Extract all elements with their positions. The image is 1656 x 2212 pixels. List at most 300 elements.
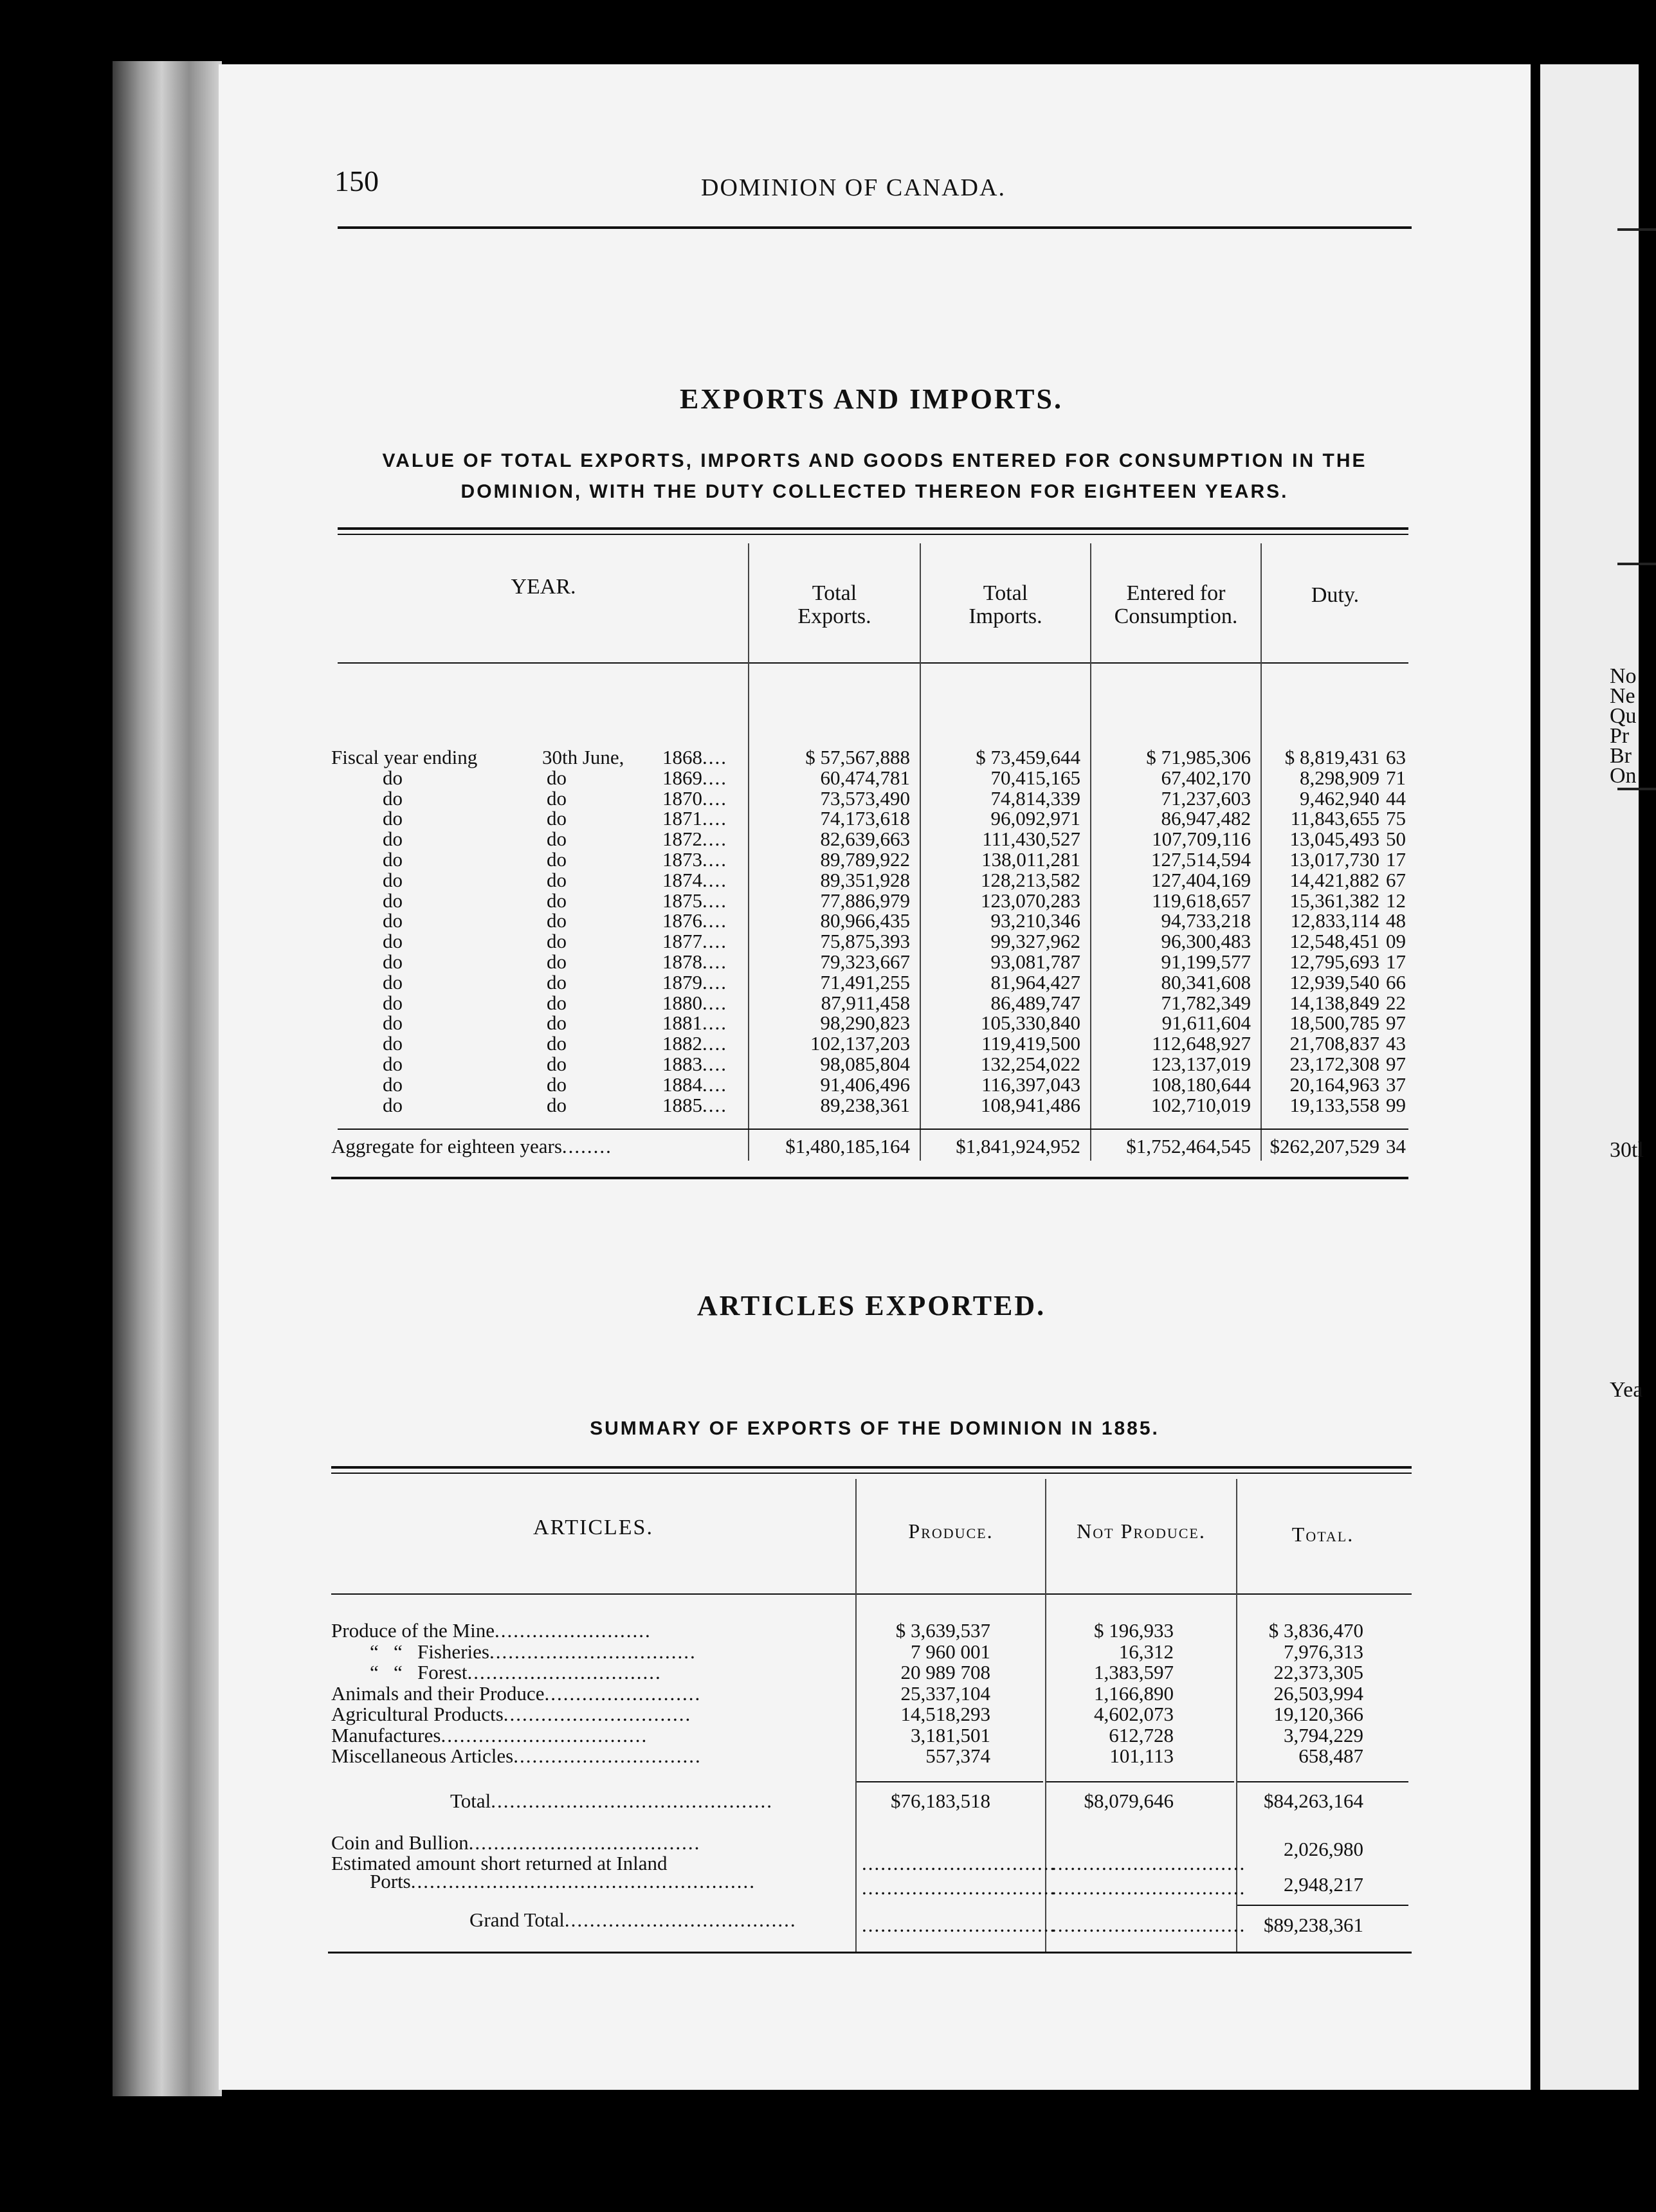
articles-total-not-produce: $8,079,646 <box>1084 1790 1174 1812</box>
column-header-articles: ARTICLES. <box>533 1516 653 1539</box>
row-consumption: 108,180,644 <box>1151 1073 1251 1096</box>
row-date: do <box>547 1093 567 1116</box>
column-header-consumption-line: Consumption. <box>1114 604 1238 628</box>
article-produce: 7 960 001 <box>911 1640 990 1663</box>
row-imports: 96,092,971 <box>990 807 1080 830</box>
row-duty-cents: 43 <box>1386 1032 1406 1055</box>
row-duty-cents: 97 <box>1386 1011 1406 1035</box>
row-duty: 21,708,837 <box>1289 1032 1379 1055</box>
column-header-produce: Produce. <box>908 1519 994 1543</box>
table-top-rule <box>338 534 1408 535</box>
exports-imports-row <box>219 972 1531 993</box>
aggregate-imports: $1,841,924,952 <box>956 1135 1080 1157</box>
row-date: do <box>547 930 567 953</box>
article-label-text: “ “ Forest <box>370 1661 468 1683</box>
row-imports: 74,814,339 <box>990 786 1080 810</box>
row-duty: 13,017,730 <box>1289 848 1379 871</box>
article-produce: 557,374 <box>925 1745 990 1767</box>
row-date: do <box>547 807 567 830</box>
row-date: do <box>547 828 567 851</box>
leader-dots: ............................... <box>862 1852 1057 1874</box>
row-year-text: 1878 <box>662 950 702 973</box>
row-year: 1870.... <box>662 786 727 810</box>
row-duty: 20,164,963 <box>1289 1073 1379 1096</box>
article-total: 7,976,313 <box>1284 1640 1363 1663</box>
exports-imports-row <box>219 1033 1531 1054</box>
row-year-text: 1873 <box>662 848 702 871</box>
aggregate-duty: $262,207,529 <box>1269 1135 1379 1157</box>
article-not-produce: 4,602,073 <box>1094 1703 1174 1725</box>
row-year: 1883.... <box>662 1053 727 1075</box>
article-row <box>219 1725 1531 1746</box>
subtotal-rule <box>1046 1781 1234 1782</box>
book-page-edges <box>113 61 222 2096</box>
article-total: 3,794,229 <box>1284 1723 1363 1746</box>
row-imports: 132,254,022 <box>981 1053 1080 1075</box>
row-date: do <box>547 991 567 1014</box>
column-header-imports-line: Total <box>983 581 1028 605</box>
row-label: do <box>383 970 403 993</box>
row-consumption: 71,237,603 <box>1161 786 1251 810</box>
row-consumption: 119,618,657 <box>1152 889 1251 912</box>
row-year-text: 1876 <box>662 909 702 932</box>
exports-imports-row <box>219 911 1531 931</box>
section-title-articles-exported: ARTICLES EXPORTED. <box>696 1290 1046 1321</box>
book-page <box>219 64 1531 2090</box>
exports-imports-row <box>219 1074 1531 1095</box>
article-label-text: Miscellaneous Articles <box>331 1745 514 1767</box>
row-exports: 80,966,435 <box>820 909 910 932</box>
table-bottom-rule <box>331 1177 1408 1179</box>
row-duty-cents: 37 <box>1386 1073 1406 1096</box>
row-duty: 12,939,540 <box>1289 970 1379 993</box>
row-exports: 102,137,203 <box>810 1032 910 1055</box>
grand-total-value: $89,238,361 <box>1264 1914 1363 1936</box>
row-consumption: 107,709,116 <box>1152 828 1251 851</box>
row-duty: 9,462,940 <box>1300 786 1379 810</box>
row-label: do <box>383 868 403 891</box>
row-label: do <box>383 909 403 932</box>
row-exports: 73,573,490 <box>820 786 910 810</box>
row-duty-cents: 17 <box>1386 950 1406 973</box>
table2-top-rule <box>331 1466 1412 1469</box>
article-label-text: Agricultural Products <box>331 1703 504 1725</box>
row-year: 1874.... <box>662 868 727 891</box>
adjacent-page-text: On <box>1610 764 1637 788</box>
adjacent-page-text: Pr <box>1610 724 1630 748</box>
table2-bottom-rule <box>328 1952 1412 1954</box>
leader-dots: ............................... <box>1051 1852 1246 1874</box>
exports-imports-row <box>219 1095 1531 1116</box>
article-not-produce: 101,113 <box>1109 1745 1174 1767</box>
row-year: 1875.... <box>662 889 727 912</box>
row-year: 1878.... <box>662 950 727 973</box>
row-year: 1885.... <box>662 1093 727 1116</box>
row-exports: 82,639,663 <box>820 828 910 851</box>
row-duty: 14,421,882 <box>1289 868 1379 891</box>
column-header-imports-line: Imports. <box>969 604 1042 628</box>
row-consumption: 127,404,169 <box>1151 868 1251 891</box>
row-duty: 23,172,308 <box>1289 1053 1379 1075</box>
row-duty: 11,843,655 <box>1290 807 1379 830</box>
page-number: 150 <box>334 165 379 197</box>
coin-bullion-total: 2,026,980 <box>1284 1838 1363 1860</box>
row-label: do <box>383 1053 403 1075</box>
row-date: do <box>547 868 567 891</box>
article-row <box>219 1642 1531 1662</box>
row-date: do <box>547 1011 567 1035</box>
row-year: 1876.... <box>662 909 727 932</box>
adjacent-page-text: Ne <box>1610 684 1635 708</box>
row-label: do <box>383 1032 403 1055</box>
column-header-year: YEAR. <box>511 575 576 599</box>
row-exports: 79,323,667 <box>820 950 910 973</box>
coin-bullion-row <box>219 1831 1531 1860</box>
row-imports: 93,210,346 <box>990 909 1080 932</box>
section-title-exports-imports: EXPORTS AND IMPORTS. <box>680 383 1063 415</box>
row-consumption: 127,514,594 <box>1151 848 1251 871</box>
row-duty: 12,833,114 <box>1290 909 1379 932</box>
exports-imports-row <box>219 993 1531 1013</box>
row-date: do <box>547 848 567 871</box>
row-year: 1872.... <box>662 828 727 851</box>
aggregate-consumption: $1,752,464,545 <box>1126 1135 1251 1157</box>
row-duty: 14,138,849 <box>1289 991 1379 1014</box>
row-year: 1879.... <box>662 970 727 993</box>
row-year: 1881.... <box>662 1011 727 1035</box>
row-duty: 15,361,382 <box>1289 889 1379 912</box>
article-not-produce: $ 196,933 <box>1094 1619 1174 1642</box>
row-duty: 8,298,909 <box>1300 766 1379 789</box>
row-consumption: 91,199,577 <box>1161 950 1251 973</box>
row-label: do <box>383 950 403 973</box>
row-duty-cents: 50 <box>1386 828 1406 851</box>
row-imports: 70,415,165 <box>990 766 1080 789</box>
row-exports: 89,789,922 <box>820 848 910 871</box>
estimated-total: 2,948,217 <box>1284 1873 1363 1896</box>
row-imports: 99,327,962 <box>990 930 1080 953</box>
article-produce: $ 3,639,537 <box>895 1619 990 1642</box>
exports-imports-subtitle-line2: DOMINION, WITH THE DUTY COLLECTED THEREON FOR EIGHTEEN YEARS. <box>460 481 1289 502</box>
row-duty: 18,500,785 <box>1289 1011 1379 1035</box>
article-row <box>219 1620 1531 1641</box>
row-year: 1877.... <box>662 930 727 953</box>
row-duty-cents: 44 <box>1386 786 1406 810</box>
article-produce: 14,518,293 <box>900 1703 990 1725</box>
grand-total-rule <box>1237 1905 1408 1906</box>
header-rule <box>338 226 1412 229</box>
article-not-produce: 612,728 <box>1109 1723 1174 1746</box>
row-consumption: 71,782,349 <box>1161 991 1251 1014</box>
row-year-text: 1870 <box>662 786 702 810</box>
adjacent-page-rule <box>1617 788 1656 790</box>
exports-imports-row <box>219 747 1531 768</box>
row-consumption: 80,341,608 <box>1161 970 1251 993</box>
row-year-text: 1884 <box>662 1073 702 1096</box>
grand-total-label: Grand Total..................................... <box>469 1908 797 1931</box>
article-not-produce: 1,166,890 <box>1094 1682 1174 1705</box>
article-not-produce: 16,312 <box>1118 1640 1174 1663</box>
articles-total-label-text: Total <box>450 1790 491 1812</box>
row-year-text: 1880 <box>662 991 702 1014</box>
row-label: do <box>383 786 403 810</box>
row-label: do <box>383 1073 403 1096</box>
column-header-exports <box>749 582 920 628</box>
article-label: Agricultural Products.............................. <box>331 1703 692 1725</box>
coin-bullion-label-text: Coin and Bullion <box>331 1831 469 1854</box>
adjacent-page-text: Br <box>1610 744 1632 768</box>
articles-total-label: Total............................................. <box>450 1790 774 1812</box>
row-exports: $ 57,567,888 <box>805 746 910 768</box>
article-not-produce: 1,383,597 <box>1094 1661 1174 1683</box>
row-date: do <box>547 889 567 912</box>
row-exports: 77,886,979 <box>820 889 910 912</box>
row-imports: 93,081,787 <box>990 950 1080 973</box>
row-consumption: 91,611,604 <box>1161 1011 1251 1035</box>
row-imports: 108,941,486 <box>981 1093 1080 1116</box>
row-exports: 89,238,361 <box>820 1093 910 1116</box>
row-duty-cents: 22 <box>1386 991 1406 1014</box>
article-row <box>219 1683 1531 1704</box>
row-imports: 119,419,500 <box>981 1032 1080 1055</box>
subtotal-rule <box>857 1781 1043 1782</box>
row-exports: 74,173,618 <box>820 807 910 830</box>
row-exports: 71,491,255 <box>820 970 910 993</box>
column-header-exports-line: Exports. <box>797 604 871 628</box>
aggregate-exports: $1,480,185,164 <box>785 1135 910 1157</box>
row-year-text: 1877 <box>662 930 702 953</box>
aggregate-rule <box>338 1129 1408 1130</box>
article-label: “ “ Forest............................... <box>370 1661 662 1683</box>
row-label: do <box>383 828 403 851</box>
row-year: 1869.... <box>662 766 727 789</box>
row-duty-cents: 63 <box>1386 746 1406 768</box>
exports-imports-row <box>219 788 1531 809</box>
row-exports: 98,085,804 <box>820 1053 910 1075</box>
estimated-label-line2: Ports....................................................... <box>370 1870 756 1892</box>
adjacent-page-text: Yea <box>1610 1378 1643 1402</box>
estimated-label-line1: Estimated amount short returned at Inland <box>331 1852 668 1874</box>
aggregate-row <box>219 1136 1531 1157</box>
row-date: do <box>547 1073 567 1096</box>
row-imports: 123,070,283 <box>981 889 1080 912</box>
row-imports: 86,489,747 <box>990 991 1080 1014</box>
row-duty-cents: 12 <box>1386 889 1406 912</box>
row-exports: 60,474,781 <box>820 766 910 789</box>
articles-exported-subtitle: SUMMARY OF EXPORTS OF THE DOMINION IN 1885. <box>590 1418 1160 1439</box>
article-row <box>219 1746 1531 1766</box>
adjacent-page-rule <box>1617 228 1656 231</box>
row-label: do <box>383 1093 403 1116</box>
article-total: 26,503,994 <box>1273 1682 1363 1705</box>
row-year-text: 1885 <box>662 1093 702 1116</box>
row-year: 1868.... <box>662 746 727 768</box>
row-year-text: 1875 <box>662 889 702 912</box>
row-year: 1873.... <box>662 848 727 871</box>
grand-total-label-text: Grand Total <box>469 1908 565 1931</box>
article-total: $ 3,836,470 <box>1268 1619 1363 1642</box>
article-label: Manufactures................................. <box>331 1723 648 1746</box>
exports-imports-row <box>219 808 1531 829</box>
table2-top-rule <box>331 1473 1412 1474</box>
row-date: do <box>547 766 567 789</box>
row-year: 1882.... <box>662 1032 727 1055</box>
row-consumption: $ 71,985,306 <box>1146 746 1251 768</box>
row-consumption: 94,733,218 <box>1161 909 1251 932</box>
row-date: do <box>547 950 567 973</box>
exports-imports-row <box>219 829 1531 849</box>
row-date: do <box>547 970 567 993</box>
article-label: Animals and their Produce......................... <box>331 1682 702 1705</box>
row-year: 1884.... <box>662 1073 727 1096</box>
row-label: do <box>383 991 403 1014</box>
exports-imports-row <box>219 1013 1531 1033</box>
row-consumption: 67,402,170 <box>1161 766 1251 789</box>
aggregate-label: Aggregate for eighteen years........ <box>331 1135 612 1157</box>
article-label: Produce of the Mine......................... <box>331 1619 651 1642</box>
article-label-text: Produce of the Mine <box>331 1619 495 1642</box>
row-duty-cents: 99 <box>1386 1093 1406 1116</box>
exports-imports-row <box>219 849 1531 870</box>
exports-imports-subtitle-line1: VALUE OF TOTAL EXPORTS, IMPORTS AND GOODS ENTERED FOR CONSUMPTION IN THE <box>382 450 1367 471</box>
column-header-not-produce: Not Produce. <box>1077 1519 1206 1543</box>
adjacent-page-rule <box>1617 563 1656 565</box>
row-imports: 116,397,043 <box>981 1073 1080 1096</box>
row-year-text: 1868 <box>662 746 702 768</box>
row-exports: 98,290,823 <box>820 1011 910 1035</box>
row-imports: 138,011,281 <box>981 848 1080 871</box>
aggregate-duty-cents: 34 <box>1386 1135 1406 1157</box>
row-label: do <box>383 766 403 789</box>
row-year-text: 1872 <box>662 828 702 851</box>
adjacent-page-fragment <box>1540 64 1644 2090</box>
table-top-rule <box>338 527 1408 530</box>
column-header-duty: Duty. <box>1311 583 1360 607</box>
exports-imports-row <box>219 952 1531 972</box>
row-duty: $ 8,819,431 <box>1284 746 1379 768</box>
exports-imports-row <box>219 891 1531 911</box>
column-header-consumption-line: Entered for <box>1126 581 1226 605</box>
row-duty: 12,548,451 <box>1289 930 1379 953</box>
article-total: 19,120,366 <box>1273 1703 1363 1725</box>
row-date: do <box>547 1053 567 1075</box>
articles-total-produce: $76,183,518 <box>891 1790 990 1812</box>
row-label: do <box>383 807 403 830</box>
row-year-text: 1883 <box>662 1053 702 1075</box>
row-exports: 75,875,393 <box>820 930 910 953</box>
row-consumption: 123,137,019 <box>1151 1053 1251 1075</box>
row-duty-cents: 67 <box>1386 868 1406 891</box>
adjacent-page-text: 30tl <box>1610 1138 1644 1162</box>
article-label: “ “ Fisheries................................. <box>370 1640 696 1663</box>
coin-bullion-label: Coin and Bullion..................................... <box>331 1831 701 1854</box>
row-label: do <box>383 889 403 912</box>
row-date: do <box>547 786 567 810</box>
row-consumption: 112,648,927 <box>1152 1032 1251 1055</box>
row-duty-cents: 48 <box>1386 909 1406 932</box>
row-label: Fiscal year ending <box>331 746 478 768</box>
article-produce: 25,337,104 <box>900 1682 990 1705</box>
row-label: do <box>383 1011 403 1035</box>
row-imports: 111,430,527 <box>982 828 1080 851</box>
column-header-exports-line: Total <box>812 581 857 605</box>
article-label-text: Manufactures <box>331 1723 441 1746</box>
row-date: 30th June, <box>542 746 624 768</box>
row-duty: 13,045,493 <box>1289 828 1379 851</box>
exports-imports-row <box>219 870 1531 891</box>
leader-dots: ............................... <box>862 1876 1057 1899</box>
article-row <box>219 1662 1531 1683</box>
row-consumption: 86,947,482 <box>1161 807 1251 830</box>
leader-dots: ............................... <box>862 1914 1057 1936</box>
estimated-row-cont <box>219 1870 1531 1899</box>
row-duty: 19,133,558 <box>1289 1093 1379 1116</box>
row-year: 1880.... <box>662 991 727 1014</box>
running-title: DOMINION OF CANADA. <box>701 174 1006 201</box>
row-duty-cents: 75 <box>1386 807 1406 830</box>
aggregate-label-text: Aggregate for eighteen years <box>331 1135 562 1157</box>
row-exports: 87,911,458 <box>821 991 910 1014</box>
articles-total-row <box>219 1791 1531 1811</box>
table2-header-rule <box>331 1593 1412 1595</box>
row-date: do <box>547 909 567 932</box>
row-year-text: 1881 <box>662 1011 702 1035</box>
row-year-text: 1874 <box>662 868 702 891</box>
row-imports: 128,213,582 <box>981 868 1080 891</box>
article-produce: 3,181,501 <box>911 1723 990 1746</box>
row-label: do <box>383 848 403 871</box>
row-exports: 91,406,496 <box>820 1073 910 1096</box>
row-year: 1871.... <box>662 807 727 830</box>
row-duty-cents: 17 <box>1386 848 1406 871</box>
row-year-text: 1869 <box>662 766 702 789</box>
article-label: Miscellaneous Articles.............................. <box>331 1745 702 1767</box>
exports-imports-row <box>219 931 1531 952</box>
row-label: do <box>383 930 403 953</box>
articles-total-total: $84,263,164 <box>1264 1790 1363 1812</box>
row-duty: 12,795,693 <box>1289 950 1379 973</box>
adjacent-page-text: No <box>1610 664 1637 688</box>
article-label-text: “ “ Fisheries <box>370 1640 489 1663</box>
row-duty-cents: 71 <box>1386 766 1406 789</box>
article-produce: 20 989 708 <box>900 1661 990 1683</box>
row-consumption: 96,300,483 <box>1161 930 1251 953</box>
row-year-text: 1882 <box>662 1032 702 1055</box>
row-year-text: 1871 <box>662 807 702 830</box>
article-label-text: Animals and their Produce <box>331 1682 545 1705</box>
row-imports: 81,964,427 <box>990 970 1080 993</box>
row-consumption: 102,710,019 <box>1151 1093 1251 1116</box>
column-header-consumption <box>1091 582 1260 628</box>
leader-dots: ............................... <box>1051 1914 1246 1936</box>
row-date: do <box>547 1032 567 1055</box>
adjacent-page-text: Qu <box>1610 704 1637 728</box>
estimated-label-line2-text: Ports <box>370 1870 411 1892</box>
column-header-total: Total. <box>1291 1523 1354 1546</box>
article-total: 22,373,305 <box>1273 1661 1363 1683</box>
article-total: 658,487 <box>1298 1745 1363 1767</box>
subtotal-rule <box>1237 1781 1408 1782</box>
row-imports: 105,330,840 <box>981 1011 1080 1035</box>
row-imports: $ 73,459,644 <box>976 746 1080 768</box>
leader-dots: ............................... <box>1051 1876 1246 1899</box>
grand-total-row <box>219 1908 1531 1936</box>
row-duty-cents: 97 <box>1386 1053 1406 1075</box>
table-header-rule <box>338 662 1408 664</box>
row-duty-cents: 66 <box>1386 970 1406 993</box>
row-year-text: 1879 <box>662 970 702 993</box>
exports-imports-row <box>219 768 1531 788</box>
